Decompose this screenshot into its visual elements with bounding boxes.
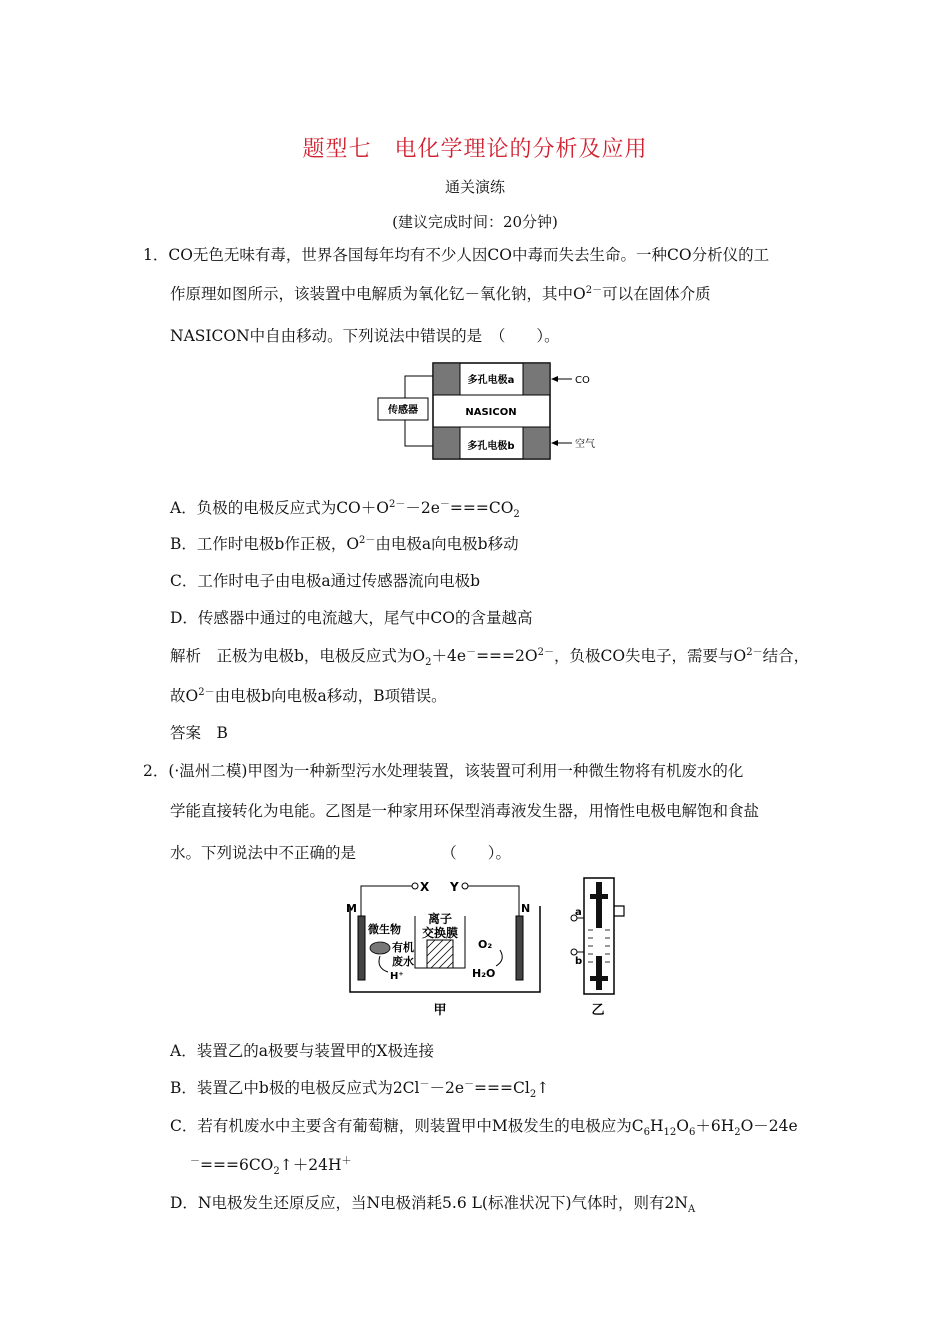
q2-option-d: D．N电极发生还原反应，当N电极消耗5.6 L(标准状况下)气体时，则有$2N_A$ [170,1194,696,1216]
o2-label: O₂ [478,938,493,951]
label-a: a [575,907,582,918]
label-x: X [420,880,430,894]
electrode-a-right-block [523,363,550,395]
electrode-m [358,916,365,980]
microbe-icon [370,942,390,954]
q2-line-2: 学能直接转化为电能。乙图是一种家用环保型消毒液发生器，用惰性电极电解饱和食盐 [170,802,760,820]
q2-option-a: A．装置乙的a极要与装置甲的X极连接 [170,1042,434,1060]
disinfectant-generator-diagram [562,872,634,1018]
wastewater-cell-diagram [340,876,550,1018]
electrode-a-rod [596,882,602,928]
q2-line-1: 2．(·温州二模)甲图为一种新型污水处理装置，该装置可利用一种微生物将有机废水的化 [143,762,744,780]
caption-yi: 乙 [591,1003,605,1018]
terminal-b [571,949,577,955]
co-analyzer-diagram [372,358,632,464]
air-arrow-icon [551,440,558,446]
air-gas-label: 空气 [575,439,595,450]
q1-line-3: NASICON中自由移动。下列说法中错误的是 （ ）。 [170,327,560,345]
q2-option-c-line-2: $^-===6CO_2↑+24H^+$ [190,1155,352,1178]
h2o-label: H₂O [472,967,496,980]
caption-jia: 甲 [433,1003,447,1018]
electrode-b-label: 多孔电极b [467,441,515,452]
co-gas-label: CO [575,375,590,386]
q1-line-1: 1．CO无色无味有毒，世界各国每年均有不少人因CO中毒而失去生命。一种CO分析仪的工 [143,246,770,264]
reduction-arrow-icon [496,950,502,966]
terminal-x [412,883,418,889]
q1-explanation-line-1: 解析 正极为电极b，电极反应式为$O_2+4e^-===2O^{2-}$，负极CO失电子，需要与$O^{2-}$结合， [170,646,810,669]
membrane-label-2: 交换膜 [421,926,459,940]
q1-option-b: B．工作时电极b作正极，$O^{2-}$由电极a向电极b移动 [170,534,519,553]
q1-option-d: D．传感器中通过的电流越大，尾气中CO的含量越高 [170,609,533,627]
label-y: Y [450,880,459,894]
microbe-label: 微生物 [368,923,401,936]
reaction-arrow-icon [379,956,388,972]
q2-option-b: B．装置乙中b极的电极反应式为$2Cl^--2e^-===Cl_2↑$ [170,1078,550,1101]
electrode-b-left-block [433,427,460,459]
q1-line-2: 作原理如图所示，该装置中电解质为氧化钇－氧化钠，其中$O^{2-}$可以在固体介质 [170,284,711,303]
q1-option-a: A．负极的电极反应式为$CO+O^{2-}-2e^-===CO_2$ [170,498,520,521]
electrode-b-right-block [523,427,550,459]
section-heading: 通关演练 [444,178,505,196]
membrane-label-1: 离子 [427,912,453,926]
co-arrow-icon [551,376,558,382]
nasicon-label: NASICON [465,407,517,418]
sensor-label: 传感器 [388,405,418,416]
electrode-b-rod [596,956,602,990]
waste-label-1: 有机 [392,941,414,954]
electrode-a-label: 多孔电极a [467,375,515,386]
q1-option-c: C．工作时电子由电极a通过传感器流向电极b [170,572,481,590]
time-hint: (建议完成时间：20分钟) [392,213,558,231]
page-title: 题型七 电化学理论的分析及应用 [302,137,648,162]
q2-option-c-line-1: C．若有机废水中主要含有葡萄糖，则装置甲中M极发生的电极应为$C_6H_{12}O_6+6H_2O-24e$ [170,1117,798,1139]
hplus-label: H⁺ [390,971,404,982]
label-b: b [575,956,583,967]
electrode-n [516,916,523,980]
q1-explanation-line-2: 故$O^{2-}$由电极b向电极a移动，B项错误。 [170,686,447,705]
terminal-y [462,883,468,889]
electrode-a-left-block [433,363,460,395]
waste-label-2: 废水 [392,955,414,968]
q1-answer: 答案 B [170,724,228,742]
q2-line-3: 水。下列说法中不正确的是 （ ）。 [170,844,512,862]
label-m: M [346,902,357,915]
label-n: N [521,902,531,915]
